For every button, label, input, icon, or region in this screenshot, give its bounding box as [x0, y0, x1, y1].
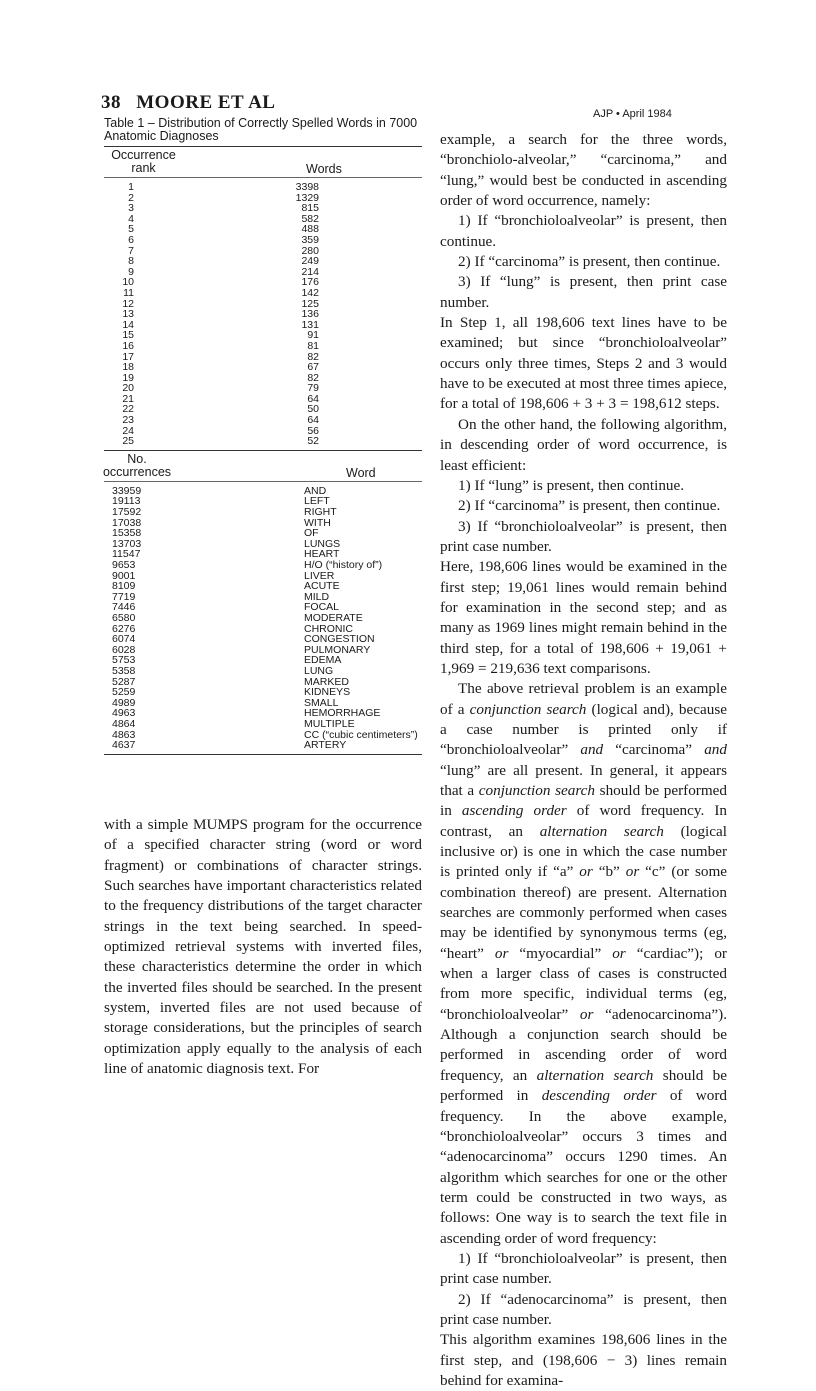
table-row	[104, 373, 422, 384]
table-cell: 15358	[112, 527, 142, 540]
table-cell: 5259	[112, 686, 136, 699]
table-cell: HEART	[304, 548, 340, 561]
table-cell: 6276	[112, 622, 136, 635]
paragraph	[440, 557, 727, 679]
table-cell: PULMONARY	[304, 643, 371, 656]
text-run: Here, 198,606 lines would be examined in the first step; 19,061 lines would remain behind for examination in the second step; and as many as 1969 lines might remain behind in the third step, for a total of 198,606 + 19,061 + 1,969 = 219,636 text comparisons.	[440, 558, 727, 677]
col-header-no-occurrences: No. occurrences	[102, 451, 172, 479]
table-cell: 6	[128, 233, 134, 246]
table-row	[104, 203, 422, 214]
table-cell: 11	[123, 286, 134, 299]
text-run: (logical inclusive or) is one in which the case number is printed only if “a”	[440, 822, 727, 881]
paragraph	[440, 517, 727, 558]
table-cell: 17038	[112, 516, 142, 529]
paragraph	[104, 815, 422, 1079]
table-cell: 22	[122, 403, 134, 416]
left-column-text	[104, 815, 422, 1079]
table-row	[104, 267, 422, 278]
italic-text: or	[494, 944, 509, 962]
table-cell: LUNGS	[304, 537, 341, 550]
text-run: 2) If “carcinoma” is present, then continue.	[458, 253, 721, 271]
table-cell: EDEMA	[304, 654, 342, 667]
text-run: “c” (or some combination thereof) are present. Alternation searches are commonly performed when cases may be identified by synonymous terms (eg, “heart”	[440, 863, 728, 962]
text-run: 1) If “lung” is present, then continue.	[458, 476, 685, 494]
text-run: In Step 1, all 198,606 text lines have to be examined; but since “bronchioloalveolar” occurs only three times, Steps 2 and 3 would have to be executed at most three times apiece, for a total of 198,606 + 3 + 3 = 198,612 steps.	[440, 314, 727, 413]
table-header-1	[104, 147, 422, 177]
running-head	[101, 92, 275, 114]
table-row	[104, 426, 422, 437]
table-cell: 3398	[295, 181, 319, 193]
table-cell: 52	[307, 435, 319, 448]
table-cell: 7446	[112, 601, 136, 614]
table-cell: 5358	[112, 664, 136, 677]
table-cell: 7	[128, 244, 134, 257]
italic-text: and	[580, 741, 604, 759]
table-row	[104, 687, 422, 698]
table-cell: 82	[307, 371, 319, 384]
table-cell: 17592	[112, 506, 142, 519]
table-cell: 815	[301, 202, 319, 215]
table-cell: 131	[301, 318, 319, 331]
journal-citation: AJP • April 1984	[593, 108, 672, 120]
table-cell: 2	[128, 191, 134, 204]
table-row	[104, 666, 422, 677]
table-cell: 23	[122, 414, 134, 427]
table-cell: 125	[301, 297, 319, 310]
table-cell: 4	[128, 212, 134, 225]
text-run: The above retrieval problem is an example of a	[440, 680, 727, 718]
table-cell: 7719	[112, 590, 136, 603]
text-run: should be performed in	[440, 1066, 727, 1105]
table-row	[104, 708, 422, 719]
table-cell: 9001	[112, 569, 136, 582]
text-run: “lung” are all present. In general, it appears that a	[440, 761, 727, 799]
table-cell: 4864	[112, 717, 136, 730]
paragraph	[440, 415, 727, 476]
table-cell: 12	[122, 297, 134, 310]
table-cell: 5	[128, 223, 134, 236]
italic-text: conjunction search	[469, 700, 587, 718]
table-row	[104, 740, 422, 751]
text-run: “adenocarcinoma”). Although a conjunction search should be performed in ascending order of word frequency, an	[440, 1005, 727, 1084]
table-cell: 6074	[112, 633, 136, 646]
table-cell: 64	[307, 392, 319, 405]
table-row	[104, 634, 422, 645]
table-cell: 15	[122, 329, 134, 342]
table-caption: Table 1 – Distribution of Correctly Spelled Words in 7000 Anatomic Diagnoses	[104, 116, 418, 143]
table-row	[104, 246, 422, 257]
table-cell: 8109	[112, 580, 136, 593]
col-header-occurrence-rank: Occurrence rank	[111, 148, 176, 175]
table-cell: 25	[122, 435, 134, 448]
text-run: “cardiac”); or when a larger class of cases is constructed from more specific, individual terms (eg, “bronchioloalveolar”	[440, 944, 727, 1023]
table-cell: 64	[307, 414, 319, 427]
table-cell: MILD	[304, 590, 330, 603]
table-cell: 16	[122, 339, 134, 352]
table-row	[104, 309, 422, 320]
table-row	[104, 404, 422, 415]
text-run: (logical and), because a case number is printed only if “bronchioloalveolar”	[440, 700, 727, 759]
table-row	[104, 486, 422, 497]
italic-text: and	[704, 741, 727, 759]
text-run: 1) If “bronchioloalveolar” is present, then print case number.	[440, 1249, 727, 1288]
table-cell: ACUTE	[304, 580, 340, 593]
table-row	[104, 677, 422, 688]
italic-text: conjunction search	[478, 782, 596, 799]
table-cell: 14	[122, 318, 134, 331]
table-cell: 359	[301, 233, 319, 246]
text-run: “myocardial”	[508, 944, 613, 962]
text-run: This algorithm examines 198,606 lines in the first step, and (198,606 − 3) lines remain behind for examina-	[440, 1331, 727, 1389]
table-row	[104, 655, 422, 666]
table-cell: 4989	[112, 696, 136, 709]
table-cell: 21	[122, 392, 134, 405]
col-header-word: Word	[346, 465, 376, 480]
text-run: with a simple MUMPS program for the occurrence of a specified character string (word or word fragment) or combinations of character strings. Such searches have important characteristics related to the frequency distributions of the target character strings in the text being searched. In speed-optimized retrieval systems with inverted files, these characteristics determine the order in which the inverted files should be searched. In the present system, inverted files are not used because of storage considerations, but the principles of search optimization apply equally to the analysis of each line of anatomic diagnosis text. For	[104, 816, 422, 1078]
text-run: should be performed in	[440, 782, 727, 820]
italic-text: ascending order	[461, 802, 567, 820]
table-cell: CONGESTION	[304, 633, 375, 646]
paragraph	[440, 1249, 727, 1290]
paragraph	[440, 1330, 727, 1391]
table-row	[104, 256, 422, 267]
table-cell: 4863	[112, 728, 136, 741]
table-cell: AND	[304, 484, 327, 497]
table-cell: 10	[122, 276, 134, 289]
table-cell: 582	[301, 212, 319, 225]
table-row	[104, 277, 422, 288]
table-cell: RIGHT	[304, 506, 337, 519]
italic-text: descending order	[541, 1087, 657, 1105]
table-cell: 79	[307, 382, 319, 395]
table-row	[104, 224, 422, 235]
table-row	[104, 496, 422, 507]
table-section-2	[104, 482, 422, 751]
paragraph	[440, 211, 727, 252]
table-cell: 17	[122, 350, 134, 363]
text-run: On the other hand, the following algorithm, in descending order of word occurrence, is least efficient:	[440, 415, 727, 474]
table-cell: LEFT	[304, 495, 330, 508]
text-run: 3) If “lung” is present, then print case number.	[440, 273, 727, 311]
italic-text: alternation search	[536, 1066, 654, 1084]
table-cell: 6028	[112, 643, 136, 656]
right-column-text	[440, 130, 727, 1391]
table-cell: 5753	[112, 654, 136, 667]
table-cell: 176	[301, 276, 319, 289]
table-cell: 91	[307, 329, 319, 342]
table-cell: HEMORRHAGE	[304, 707, 381, 720]
table-cell: 136	[301, 308, 319, 321]
table-row	[104, 352, 422, 363]
table-cell: MULTIPLE	[304, 717, 355, 730]
table-row	[104, 193, 422, 204]
table-cell: LIVER	[304, 569, 335, 582]
table-cell: 18	[122, 361, 134, 374]
table-row	[104, 592, 422, 603]
page-number: 38	[101, 92, 121, 113]
table-row	[104, 507, 422, 518]
col-header-words: Words	[306, 162, 342, 176]
paragraph	[440, 130, 727, 211]
table-row	[104, 288, 422, 299]
text-run: 1) If “bronchioloalveolar” is present, then continue.	[440, 212, 727, 250]
table-cell: SMALL	[304, 696, 339, 709]
table-cell: 56	[307, 424, 319, 437]
table-cell: 3	[128, 202, 134, 215]
text-run: 3) If “bronchioloalveolar” is present, then print case number.	[440, 517, 727, 555]
italic-text: or	[579, 863, 593, 881]
paragraph	[440, 476, 727, 496]
table-cell: 8	[128, 255, 134, 268]
table-row	[104, 341, 422, 352]
table-cell: ARTERY	[304, 739, 347, 752]
table-cell: 82	[307, 350, 319, 363]
table-cell: 6580	[112, 611, 136, 624]
table-row	[104, 436, 422, 447]
table-cell: OF	[304, 527, 319, 540]
table-cell: CC (“cubic centimeters”)	[304, 728, 418, 741]
paragraph	[440, 313, 727, 415]
text-run: 2) If “adenocarcinoma” is present, then print case number.	[440, 1290, 727, 1328]
text-run: “carcinoma”	[603, 741, 705, 759]
table-cell: MARKED	[304, 675, 349, 688]
table-cell: 13703	[112, 537, 142, 550]
table-cell: 1329	[295, 191, 319, 204]
text-run: example, a search for the three words, “bronchiolo-alveolar,” “carcinoma,” and “lung,” would best be conducted in ascending order of word occurrence, namely:	[440, 131, 727, 210]
table-cell: FOCAL	[304, 601, 340, 614]
text-run: of word frequency. In contrast, an	[440, 802, 727, 840]
table-row	[104, 214, 422, 225]
table-row	[104, 320, 422, 331]
table-cell: 4637	[112, 739, 136, 752]
table-cell: 488	[301, 223, 319, 236]
table-row	[104, 645, 422, 656]
table-cell: MODERATE	[304, 611, 363, 624]
table-row	[104, 182, 422, 193]
paragraph	[440, 252, 727, 272]
table-row	[104, 571, 422, 582]
table-row	[104, 415, 422, 426]
table-cell: 9	[128, 265, 134, 278]
table-row	[104, 383, 422, 394]
italic-text: or	[612, 944, 626, 962]
table-row	[104, 581, 422, 592]
table-cell: 67	[307, 361, 319, 374]
text-run: “b”	[592, 863, 626, 881]
table-row	[104, 362, 422, 373]
table-cell: LUNG	[304, 664, 334, 677]
table-cell: 142	[301, 286, 319, 299]
table-cell: 13	[122, 308, 134, 321]
table-row	[104, 394, 422, 405]
table-cell: 5287	[112, 675, 136, 688]
table-cell: 214	[301, 265, 319, 278]
paragraph	[440, 1290, 727, 1331]
paragraph	[440, 679, 727, 1249]
table-row	[104, 518, 422, 529]
table-cell: 24	[122, 424, 134, 437]
table-cell: 249	[301, 255, 319, 268]
table-cell: H/O (“history of”)	[304, 559, 383, 571]
table-cell: 1	[128, 181, 134, 193]
table-cell: 280	[301, 244, 319, 257]
table-cell: 19	[122, 371, 134, 384]
table-cell: 20	[122, 382, 134, 395]
table-row	[104, 719, 422, 730]
table-row	[104, 730, 422, 741]
table-section-1	[104, 178, 422, 447]
table-cell: 11547	[112, 548, 141, 561]
table-row	[104, 539, 422, 550]
italic-text: or	[579, 1005, 594, 1023]
table-cell: 9653	[112, 559, 136, 571]
table-row	[104, 528, 422, 539]
table-cell: CHRONIC	[304, 622, 353, 635]
paragraph	[440, 496, 727, 516]
table-cell: 19113	[112, 495, 141, 508]
text-run: of word frequency. In the above example, “bronchioloalveolar” occurs 3 times and “adenocarcinoma” occurs 1290 times. An algorithm which searches for one or the other term could be constructed in two ways, as follows: One way is to search the text file in ascending order of word frequency:	[440, 1087, 727, 1247]
table-cell: KIDNEYS	[304, 686, 351, 699]
table-row	[104, 330, 422, 341]
table-1	[104, 117, 422, 755]
italic-text: alternation search	[539, 822, 664, 840]
table-cell: 4963	[112, 707, 136, 720]
table-cell: 50	[307, 403, 319, 416]
table-cell: 33959	[112, 484, 142, 497]
text-run: 2) If “carcinoma” is present, then continue.	[458, 497, 721, 515]
table-header-2	[104, 451, 422, 481]
table-row	[104, 613, 422, 624]
table-cell: WITH	[304, 516, 331, 529]
table-row	[104, 299, 422, 310]
table-row	[104, 235, 422, 246]
paragraph	[440, 272, 727, 313]
italic-text: or	[625, 863, 640, 881]
table-rule	[104, 754, 422, 755]
table-cell: 81	[307, 339, 319, 352]
table-row	[104, 602, 422, 613]
running-head-authors: MOORE ET AL	[136, 92, 276, 113]
table-row	[104, 560, 422, 571]
